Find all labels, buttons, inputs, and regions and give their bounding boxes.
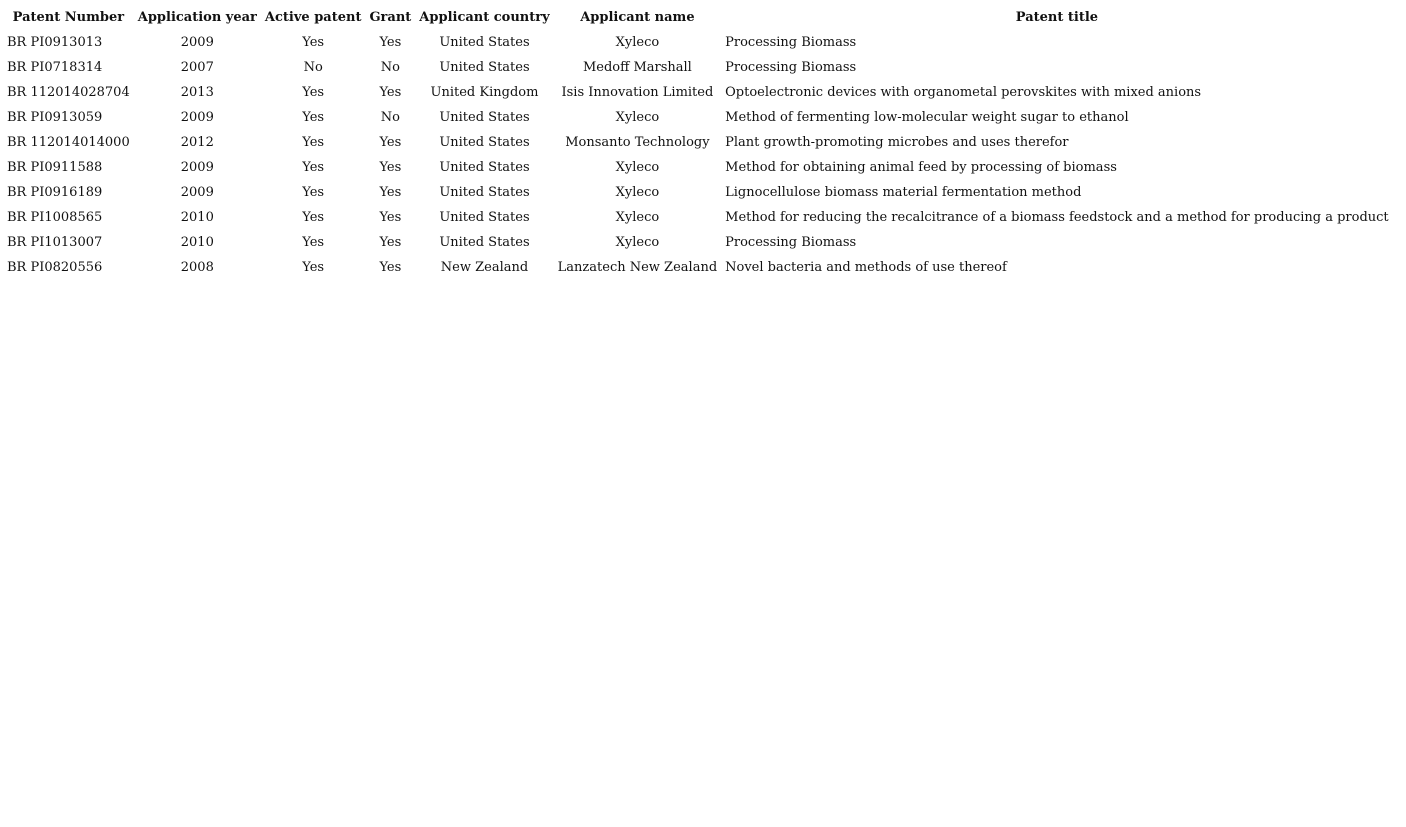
header-applicant-country: Applicant country bbox=[419, 10, 550, 25]
header-patent-number: Patent Number bbox=[12, 10, 125, 25]
cell-patent-title: Optoelectronic devices with organometal perovskites with mixed anions bbox=[725, 85, 1202, 100]
table-row bbox=[3, 55, 1393, 80]
cell-applicant-country: United Kingdom bbox=[430, 85, 539, 100]
cell-patent-number: BR PI0913013 bbox=[7, 35, 103, 50]
cell-patent-number: BR 112014014000 bbox=[7, 135, 130, 150]
header-grant: Grant bbox=[369, 10, 412, 25]
cell-grant: Yes bbox=[379, 85, 402, 100]
table-row bbox=[3, 255, 1393, 280]
cell-application-year: 2009 bbox=[180, 110, 214, 125]
cell-active-patent: Yes bbox=[302, 135, 325, 150]
cell-applicant-country: United States bbox=[439, 210, 530, 225]
cell-grant: Yes bbox=[379, 35, 402, 50]
table-header bbox=[3, 5, 1393, 30]
cell-active-patent: Yes bbox=[302, 235, 325, 250]
table-row bbox=[3, 205, 1393, 230]
cell-patent-number: BR PI0916189 bbox=[7, 185, 103, 200]
cell-application-year: 2008 bbox=[180, 260, 214, 275]
cell-applicant-country: United States bbox=[439, 185, 530, 200]
cell-applicant-name: Xyleco bbox=[615, 110, 660, 125]
table-row bbox=[3, 130, 1393, 155]
cell-grant: Yes bbox=[379, 185, 402, 200]
cell-applicant-country: United States bbox=[439, 235, 530, 250]
cell-application-year: 2009 bbox=[180, 35, 214, 50]
table-row bbox=[3, 180, 1393, 205]
cell-grant: Yes bbox=[379, 135, 402, 150]
cell-applicant-name: Isis Innovation Limited bbox=[561, 85, 714, 100]
cell-application-year: 2010 bbox=[180, 235, 214, 250]
cell-applicant-name: Xyleco bbox=[615, 235, 660, 250]
cell-patent-number: BR 112014028704 bbox=[7, 85, 130, 100]
patents-table bbox=[3, 5, 1393, 280]
cell-grant: Yes bbox=[379, 260, 402, 275]
cell-patent-number: BR PI0820556 bbox=[7, 260, 103, 275]
table-row bbox=[3, 230, 1393, 255]
cell-active-patent: Yes bbox=[302, 110, 325, 125]
cell-grant: Yes bbox=[379, 160, 402, 175]
cell-application-year: 2009 bbox=[180, 160, 214, 175]
cell-applicant-name: Xyleco bbox=[615, 210, 660, 225]
table-body bbox=[3, 30, 1393, 280]
cell-active-patent: No bbox=[303, 60, 323, 75]
cell-patent-number: BR PI1008565 bbox=[7, 210, 103, 225]
cell-patent-title: Processing Biomass bbox=[725, 60, 857, 75]
cell-patent-title: Processing Biomass bbox=[725, 35, 857, 50]
cell-active-patent: Yes bbox=[302, 210, 325, 225]
cell-applicant-country: United States bbox=[439, 60, 530, 75]
cell-patent-number: BR PI1013007 bbox=[7, 235, 103, 250]
table-row bbox=[3, 155, 1393, 180]
cell-active-patent: Yes bbox=[302, 160, 325, 175]
cell-patent-number: BR PI0913059 bbox=[7, 110, 103, 125]
cell-patent-title: Method for obtaining animal feed by processing of biomass bbox=[725, 160, 1117, 175]
cell-applicant-name: Monsanto Technology bbox=[565, 135, 710, 150]
cell-applicant-country: United States bbox=[439, 135, 530, 150]
cell-patent-title: Novel bacteria and methods of use thereof bbox=[725, 260, 1007, 275]
cell-active-patent: Yes bbox=[302, 185, 325, 200]
cell-grant: No bbox=[380, 60, 400, 75]
cell-active-patent: Yes bbox=[302, 35, 325, 50]
header-application-year: Application year bbox=[137, 10, 257, 25]
cell-applicant-country: United States bbox=[439, 110, 530, 125]
cell-patent-title: Method for reducing the recalcitrance of a biomass feedstock and a method for producing a product bbox=[725, 210, 1389, 225]
cell-application-year: 2010 bbox=[180, 210, 214, 225]
cell-applicant-country: New Zealand bbox=[440, 260, 529, 275]
cell-applicant-name: Xyleco bbox=[615, 35, 660, 50]
cell-patent-title: Lignocellulose biomass material fermentation method bbox=[725, 185, 1082, 200]
cell-application-year: 2009 bbox=[180, 185, 214, 200]
cell-grant: Yes bbox=[379, 210, 402, 225]
cell-applicant-name: Medoff Marshall bbox=[582, 60, 692, 75]
cell-applicant-name: Lanzatech New Zealand bbox=[557, 260, 718, 275]
cell-grant: Yes bbox=[379, 235, 402, 250]
table-row bbox=[3, 105, 1393, 130]
cell-applicant-name: Xyleco bbox=[615, 160, 660, 175]
cell-applicant-country: United States bbox=[439, 160, 530, 175]
cell-active-patent: Yes bbox=[302, 260, 325, 275]
header-row bbox=[3, 5, 1393, 30]
cell-patent-number: BR PI0718314 bbox=[7, 60, 103, 75]
table-row bbox=[3, 30, 1393, 55]
cell-patent-title: Processing Biomass bbox=[725, 235, 857, 250]
header-patent-title: Patent title bbox=[1015, 10, 1099, 25]
cell-applicant-country: United States bbox=[439, 35, 530, 50]
cell-applicant-name: Xyleco bbox=[615, 185, 660, 200]
cell-application-year: 2012 bbox=[180, 135, 214, 150]
cell-grant: No bbox=[380, 110, 400, 125]
table-row bbox=[3, 80, 1393, 105]
cell-application-year: 2013 bbox=[180, 85, 214, 100]
cell-patent-number: BR PI0911588 bbox=[7, 160, 103, 175]
cell-patent-title: Method of fermenting low-molecular weight sugar to ethanol bbox=[725, 110, 1129, 125]
cell-active-patent: Yes bbox=[302, 85, 325, 100]
cell-application-year: 2007 bbox=[180, 60, 214, 75]
header-active-patent: Active patent bbox=[264, 10, 362, 25]
header-applicant-name: Applicant name bbox=[580, 10, 695, 25]
cell-patent-title: Plant growth-promoting microbes and uses therefor bbox=[725, 135, 1069, 150]
